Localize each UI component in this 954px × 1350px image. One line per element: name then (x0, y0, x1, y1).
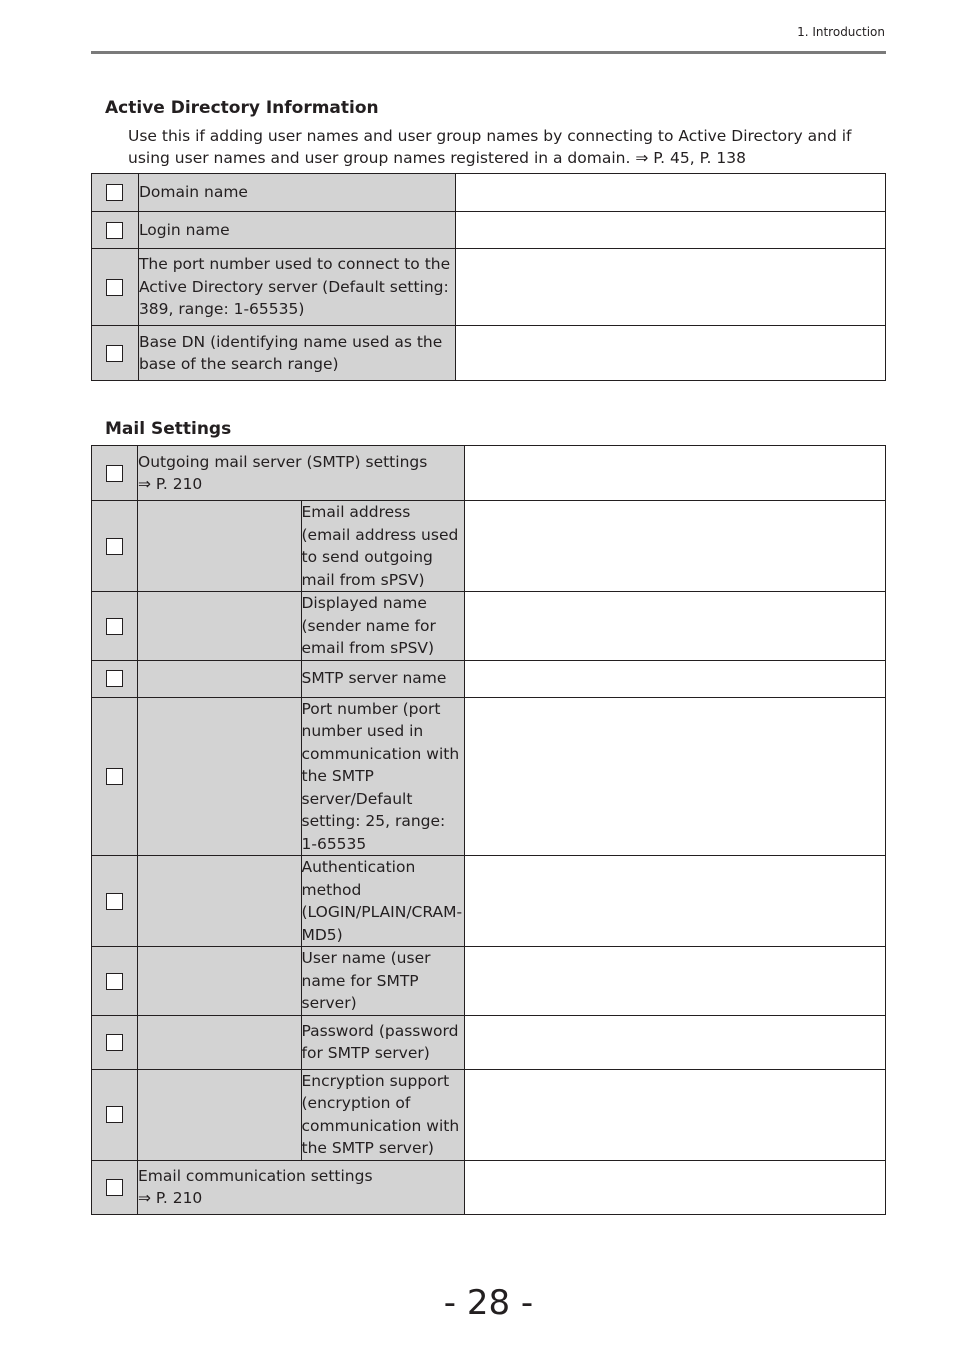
mail-settings-table (91, 445, 886, 1215)
table-row (92, 501, 886, 592)
page-reference: ⇒ P. 210 (138, 1189, 203, 1207)
table-row (92, 697, 886, 856)
active-directory-table (91, 173, 886, 381)
field-label: Email communication settings (138, 1166, 373, 1185)
value-cell[interactable] (465, 592, 886, 661)
checkbox[interactable] (106, 538, 123, 555)
checkbox[interactable] (106, 222, 123, 239)
field-label: Email address (email address used to send outgoing mail from sPSV) (301, 501, 465, 592)
table-row (92, 660, 886, 697)
value-cell[interactable] (456, 249, 886, 326)
field-label: Domain name (138, 174, 455, 212)
table-row (92, 446, 886, 501)
table-row (92, 947, 886, 1016)
checkbox[interactable] (106, 768, 123, 785)
table-row (92, 1015, 886, 1069)
field-label: The port number used to connect to the Active Directory server (Default setting: 389, range: 1-65535) (138, 249, 455, 326)
checkbox[interactable] (106, 184, 123, 201)
indent-cell (138, 697, 302, 856)
section-title-mail-settings: Mail Settings (105, 419, 232, 439)
value-cell[interactable] (465, 660, 886, 697)
field-label: Base DN (identifying name used as the base of the search range) (138, 326, 455, 381)
value-cell[interactable] (456, 212, 886, 249)
table-row (92, 174, 886, 212)
checkbox[interactable] (106, 1034, 123, 1051)
indent-cell (138, 1069, 302, 1160)
checkbox[interactable] (106, 465, 123, 482)
header-rule (91, 51, 886, 54)
field-label: Port number (port number used in communication with the SMTP server/Default setting: 25, range: 1-65535 (301, 697, 465, 856)
checkbox[interactable] (106, 345, 123, 362)
checkbox[interactable] (106, 670, 123, 687)
field-label: User name (user name for SMTP server) (301, 947, 465, 1016)
checkbox[interactable] (106, 279, 123, 296)
indent-cell (138, 592, 302, 661)
indent-cell (138, 501, 302, 592)
indent-cell (138, 660, 302, 697)
indent-cell (138, 1015, 302, 1069)
checkbox[interactable] (106, 618, 123, 635)
checkbox[interactable] (106, 1106, 123, 1123)
running-header: 1. Introduction (797, 25, 885, 39)
table-row (92, 856, 886, 947)
page-reference: ⇒ P. 210 (138, 475, 203, 493)
checkbox[interactable] (106, 973, 123, 990)
value-cell[interactable] (465, 446, 886, 501)
value-cell[interactable] (465, 1069, 886, 1160)
field-label: Outgoing mail server (SMTP) settings (138, 452, 428, 471)
value-cell[interactable] (456, 326, 886, 381)
value-cell[interactable] (465, 1160, 886, 1214)
table-row (92, 212, 886, 249)
table-row (92, 326, 886, 381)
table-row (92, 592, 886, 661)
indent-cell (138, 856, 302, 947)
checkbox[interactable] (106, 893, 123, 910)
value-cell[interactable] (465, 697, 886, 856)
active-directory-description: Use this if adding user names and user group names by connecting to Active Directory and if using user names and user group names registered in a domain. ⇒ P. 45, P. 138 (128, 127, 852, 167)
value-cell[interactable] (456, 174, 886, 212)
field-label: Authentication method (LOGIN/PLAIN/CRAM-MD5) (301, 856, 465, 947)
field-label: Password (password for SMTP server) (301, 1015, 465, 1069)
checkbox[interactable] (106, 1179, 123, 1196)
table-row (92, 1069, 886, 1160)
indent-cell (138, 947, 302, 1016)
field-label: Encryption support (encryption of communication with the SMTP server) (301, 1069, 465, 1160)
page-number: - 28 - (443, 1283, 534, 1323)
table-row (92, 1160, 886, 1214)
value-cell[interactable] (465, 501, 886, 592)
field-label: SMTP server name (301, 660, 465, 697)
section-title-active-directory: Active Directory Information (105, 98, 379, 118)
value-cell[interactable] (465, 1015, 886, 1069)
field-label: Displayed name (sender name for email from sPSV) (301, 592, 465, 661)
value-cell[interactable] (465, 947, 886, 1016)
table-row (92, 249, 886, 326)
field-label: Login name (138, 212, 455, 249)
value-cell[interactable] (465, 856, 886, 947)
